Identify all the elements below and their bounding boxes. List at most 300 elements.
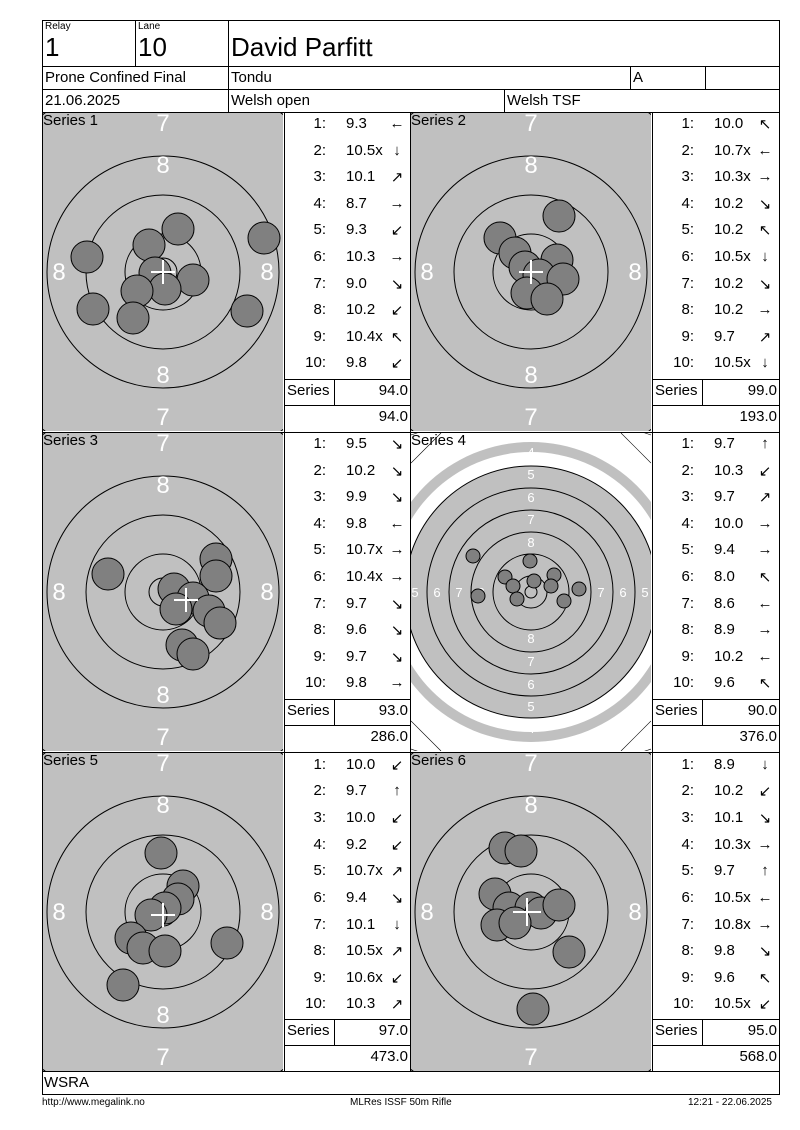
direction-arrow-icon: ← [389, 515, 405, 532]
grid-divider [652, 112, 653, 1072]
shot-hole [177, 264, 209, 296]
direction-arrow-icon: → [757, 916, 773, 933]
ring-label: 7 [524, 1044, 538, 1071]
direction-arrow-icon: ↙ [390, 222, 404, 239]
direction-arrow-icon: ↘ [390, 436, 404, 453]
shot-hole [77, 293, 109, 325]
shot-number: 5: [313, 862, 326, 879]
shot-number: 9: [313, 328, 326, 345]
shot-number: 7: [681, 275, 694, 292]
shot-number: 7: [681, 916, 694, 933]
shooter-name: David Parfitt [231, 32, 373, 62]
direction-arrow-icon: ↓ [761, 354, 769, 371]
shot-hole [71, 241, 103, 273]
footer-software: MLRes ISSF 50m Rifle [350, 1097, 452, 1108]
direction-arrow-icon: → [389, 568, 405, 585]
direction-arrow-icon: ↙ [758, 463, 772, 480]
ring-label: 7 [527, 654, 535, 669]
direction-arrow-icon: ↖ [758, 116, 772, 133]
direction-arrow-icon: ↙ [390, 757, 404, 774]
header-divider [705, 66, 706, 89]
shot-value: 9.4 [346, 889, 367, 906]
shot-value: 9.6 [714, 674, 735, 691]
relay-value: 1 [45, 32, 60, 62]
shot-number: 6: [313, 889, 326, 906]
footer-org: WSRA [44, 1074, 89, 1091]
shot-number: 5: [681, 862, 694, 879]
shot-number: 2: [681, 142, 694, 159]
shot-value: 10.5x [346, 942, 383, 959]
ring-label: 7 [527, 512, 535, 527]
series-total: 97.0 [378, 1022, 408, 1039]
ring-label: 8 [628, 259, 642, 286]
shot-value: 9.7 [714, 488, 735, 505]
direction-arrow-icon: ↖ [390, 329, 404, 346]
shot-number: 1: [313, 435, 326, 452]
shot-value: 9.7 [714, 328, 735, 345]
ring-label: 7 [156, 753, 170, 777]
direction-arrow-icon: ↘ [758, 943, 772, 960]
series-divider [284, 1019, 410, 1020]
shot-value: 10.4x [346, 328, 383, 345]
shot-number: 1: [681, 435, 694, 452]
shot-number: 9: [681, 328, 694, 345]
shot-value: 10.8x [714, 916, 751, 933]
shot-number: 3: [681, 168, 694, 185]
shot-value: 10.3x [714, 168, 751, 185]
series-total-label: Series [655, 1022, 698, 1039]
shot-number: 3: [313, 168, 326, 185]
shot-value: 9.7 [714, 435, 735, 452]
ring-label: 8 [156, 1002, 170, 1029]
footer-url: http://www.megalink.no [42, 1097, 145, 1108]
ring-label: 7 [156, 724, 170, 751]
direction-arrow-icon: → [757, 836, 773, 853]
shot-hole [527, 574, 541, 588]
shot-value: 10.4x [346, 568, 383, 585]
ring-label: 4 [527, 721, 535, 736]
shot-number: 5: [313, 221, 326, 238]
shot-hole [162, 213, 194, 245]
shot-value: 9.7 [346, 648, 367, 665]
ring-label: 8 [420, 899, 434, 926]
ring-label: 6 [619, 585, 627, 600]
footer-frame [42, 1071, 780, 1095]
ring-label: 8 [524, 152, 538, 179]
shot-value: 9.0 [346, 275, 367, 292]
shot-value: 9.3 [346, 221, 367, 238]
shot-hole [510, 592, 524, 606]
shot-number: 1: [681, 756, 694, 773]
direction-arrow-icon: ↓ [393, 142, 401, 159]
shot-value: 9.5 [346, 435, 367, 452]
shot-value: 10.1 [346, 168, 376, 185]
shot-hole [543, 200, 575, 232]
shot-number: 2: [681, 782, 694, 799]
ring-label: 8 [156, 682, 170, 709]
direction-arrow-icon: ↖ [758, 569, 772, 586]
shot-value: 10.1 [346, 916, 376, 933]
ring-label: 8 [628, 899, 642, 926]
shot-value: 9.2 [346, 836, 367, 853]
cumulative-total: 473.0 [370, 1048, 408, 1065]
grid-divider [284, 112, 285, 1072]
shot-value: 10.2 [714, 221, 744, 238]
class-value: A [633, 69, 644, 86]
shot-value: 9.8 [346, 515, 367, 532]
shot-number: 3: [313, 488, 326, 505]
shot-number: 5: [313, 541, 326, 558]
series-divider [652, 725, 780, 726]
shot-value: 10.2 [714, 275, 744, 292]
shot-number: 4: [681, 515, 694, 532]
event-name: Prone Confined Final [45, 69, 186, 86]
ring-label: 8 [527, 631, 535, 646]
target-series-1 [43, 113, 283, 431]
direction-arrow-icon: ↘ [758, 276, 772, 293]
ring-label: 8 [52, 579, 66, 606]
direction-arrow-icon: ↙ [390, 302, 404, 319]
direction-arrow-icon: ↙ [390, 355, 404, 372]
shot-value: 8.7 [346, 195, 367, 212]
series-total: 99.0 [747, 382, 777, 399]
shot-number: 9: [313, 969, 326, 986]
series-divider [284, 379, 410, 380]
ring-label: 8 [527, 535, 535, 550]
shot-value: 10.5x [714, 248, 751, 265]
series-title: Series 5 [43, 752, 99, 769]
direction-arrow-icon: ↑ [761, 862, 769, 879]
header-divider [135, 20, 136, 66]
direction-arrow-icon: ↓ [393, 916, 401, 933]
ring-label: 5 [527, 467, 535, 482]
shot-number: 6: [681, 248, 694, 265]
shot-number: 9: [313, 648, 326, 665]
ring-label: 8 [524, 362, 538, 389]
shot-value: 10.5x [346, 142, 383, 159]
ring-label: 7 [455, 585, 463, 600]
series-divider [652, 379, 780, 380]
direction-arrow-icon: ↙ [390, 837, 404, 854]
organizer-name: Welsh TSF [507, 92, 581, 109]
shot-value: 9.9 [346, 488, 367, 505]
direction-arrow-icon: → [757, 301, 773, 318]
direction-arrow-icon: ↘ [390, 463, 404, 480]
shot-hole [149, 935, 181, 967]
shot-number: 8: [313, 621, 326, 638]
shot-value: 10.3x [714, 836, 751, 853]
shot-number: 7: [681, 595, 694, 612]
shot-value: 10.2 [346, 462, 376, 479]
direction-arrow-icon: ↓ [761, 756, 769, 773]
shot-value: 8.9 [714, 621, 735, 638]
series-total: 90.0 [747, 702, 777, 719]
shot-value: 10.7x [346, 541, 383, 558]
shot-value: 9.8 [346, 354, 367, 371]
ring-label: 6 [433, 585, 441, 600]
ring-label: 7 [156, 1044, 170, 1071]
shot-number: 10: [305, 995, 326, 1012]
header-divider [42, 66, 780, 67]
shot-value: 9.8 [346, 674, 367, 691]
shot-hole [133, 229, 165, 261]
shot-value: 9.8 [714, 942, 735, 959]
series-title: Series 3 [43, 432, 99, 449]
shot-hole [231, 295, 263, 327]
shot-value: 9.6 [346, 621, 367, 638]
shot-number: 3: [313, 809, 326, 826]
lane-value: 10 [138, 32, 167, 62]
shot-number: 4: [681, 195, 694, 212]
shot-value: 10.6x [346, 969, 383, 986]
target-series-5 [43, 753, 283, 1071]
shot-hole [506, 579, 520, 593]
shot-value: 10.7x [346, 862, 383, 879]
header-divider [630, 66, 631, 89]
direction-arrow-icon: → [389, 541, 405, 558]
direction-arrow-icon: ↘ [390, 890, 404, 907]
shot-number: 4: [313, 195, 326, 212]
shot-hole [145, 837, 177, 869]
direction-arrow-icon: ↘ [390, 489, 404, 506]
shot-number: 4: [313, 515, 326, 532]
shot-hole [572, 582, 586, 596]
ring-label: 7 [156, 433, 170, 457]
direction-arrow-icon: ↗ [390, 943, 404, 960]
series-total-label: Series [287, 702, 330, 719]
ring-label: 6 [527, 490, 535, 505]
direction-arrow-icon: ↗ [390, 996, 404, 1013]
shot-value: 9.3 [346, 115, 367, 132]
direction-arrow-icon: → [757, 621, 773, 638]
target-series-6 [411, 753, 651, 1071]
series-total-label: Series [287, 382, 330, 399]
ring-label: 8 [156, 472, 170, 499]
direction-arrow-icon: ↘ [390, 596, 404, 613]
shot-hole [248, 222, 280, 254]
shot-number: 2: [681, 462, 694, 479]
direction-arrow-icon: ← [757, 648, 773, 665]
shot-number: 7: [313, 595, 326, 612]
header-divider [504, 89, 505, 113]
shot-number: 6: [681, 889, 694, 906]
shot-value: 8.6 [714, 595, 735, 612]
shot-number: 6: [313, 568, 326, 585]
shot-value: 10.7x [714, 142, 751, 159]
direction-arrow-icon: ↓ [761, 248, 769, 265]
series-total-label: Series [287, 1022, 330, 1039]
shot-hole [523, 554, 537, 568]
target-series-2 [411, 113, 651, 431]
shot-number: 9: [681, 648, 694, 665]
ring-label: 8 [260, 579, 274, 606]
direction-arrow-icon: ↘ [758, 196, 772, 213]
series-total-label: Series [655, 702, 698, 719]
direction-arrow-icon: → [389, 195, 405, 212]
series-title: Series 6 [411, 752, 467, 769]
shot-number: 5: [681, 541, 694, 558]
direction-arrow-icon: ↙ [390, 810, 404, 827]
ring-label: 5 [641, 585, 649, 600]
shot-number: 10: [305, 674, 326, 691]
direction-arrow-icon: → [389, 248, 405, 265]
direction-arrow-icon: ↗ [390, 863, 404, 880]
shot-number: 1: [681, 115, 694, 132]
direction-arrow-icon: → [389, 674, 405, 691]
ring-label: 8 [260, 259, 274, 286]
shot-value: 10.0 [346, 809, 376, 826]
shot-hole [543, 889, 575, 921]
direction-arrow-icon: ↙ [758, 783, 772, 800]
series-total: 95.0 [747, 1022, 777, 1039]
header-divider [228, 20, 229, 113]
direction-arrow-icon: ← [389, 115, 405, 132]
ring-label: 8 [156, 792, 170, 819]
series-title: Series 1 [43, 112, 99, 129]
direction-arrow-icon: ↘ [390, 276, 404, 293]
direction-arrow-icon: ↖ [758, 970, 772, 987]
date-value: 21.06.2025 [45, 92, 121, 109]
shot-value: 10.0 [346, 756, 376, 773]
shot-value: 10.5x [714, 889, 751, 906]
shot-value: 10.3 [714, 462, 744, 479]
direction-arrow-icon: ↘ [390, 622, 404, 639]
shot-value: 10.3 [346, 995, 376, 1012]
shot-number: 8: [313, 301, 326, 318]
direction-arrow-icon: ← [757, 142, 773, 159]
shot-hole [517, 993, 549, 1025]
shot-value: 10.1 [714, 809, 744, 826]
series-divider [652, 1045, 780, 1046]
ring-label: 6 [527, 677, 535, 692]
shot-hole [204, 607, 236, 639]
direction-arrow-icon: ↑ [761, 435, 769, 452]
shot-value: 9.7 [346, 595, 367, 612]
shot-value: 10.2 [714, 195, 744, 212]
shot-number: 4: [681, 836, 694, 853]
ring-label: 5 [411, 585, 419, 600]
relay-label: Relay [45, 21, 71, 32]
shot-number: 7: [313, 916, 326, 933]
shot-value: 10.2 [714, 782, 744, 799]
footer-timestamp: 12:21 - 22.06.2025 [688, 1097, 772, 1108]
series-divider [284, 405, 410, 406]
shot-value: 9.7 [714, 862, 735, 879]
shot-hole [466, 549, 480, 563]
cumulative-total: 568.0 [739, 1048, 777, 1065]
shot-hole [531, 283, 563, 315]
series-divider [284, 1045, 410, 1046]
shot-value: 10.3 [346, 248, 376, 265]
shot-hole [149, 273, 181, 305]
shot-number: 6: [313, 248, 326, 265]
series-divider [652, 405, 780, 406]
direction-arrow-icon: ↗ [758, 489, 772, 506]
direction-arrow-icon: ↘ [390, 649, 404, 666]
series-divider [652, 1019, 780, 1020]
shot-value: 10.2 [714, 301, 744, 318]
shot-value: 8.0 [714, 568, 735, 585]
shot-hole [117, 302, 149, 334]
shot-number: 2: [313, 462, 326, 479]
ring-label: 7 [156, 404, 170, 431]
ring-label: 4 [527, 445, 535, 460]
direction-arrow-icon: → [757, 541, 773, 558]
series-title: Series 4 [411, 432, 467, 449]
shot-hole [553, 936, 585, 968]
target-series-4 [411, 433, 651, 751]
series-title: Series 2 [411, 112, 467, 129]
ring-label: 8 [52, 259, 66, 286]
shot-number: 5: [681, 221, 694, 238]
shot-number: 10: [673, 995, 694, 1012]
shot-value: 10.0 [714, 515, 744, 532]
ring-label: 8 [156, 362, 170, 389]
shot-number: 7: [313, 275, 326, 292]
shot-hole [92, 558, 124, 590]
ring-label: 8 [52, 899, 66, 926]
series-total-label: Series [655, 382, 698, 399]
shot-value: 9.4 [714, 541, 735, 558]
direction-arrow-icon: ↙ [758, 996, 772, 1013]
ring-label: 7 [524, 113, 538, 137]
shot-number: 1: [313, 115, 326, 132]
direction-arrow-icon: → [757, 515, 773, 532]
shot-number: 10: [673, 674, 694, 691]
ring-label: 7 [597, 585, 605, 600]
shot-number: 8: [681, 942, 694, 959]
ring-label: 5 [527, 699, 535, 714]
ring-label: 8 [156, 152, 170, 179]
ring-label: 8 [260, 899, 274, 926]
shot-hole [471, 589, 485, 603]
ring-label: 7 [524, 404, 538, 431]
series-total: 94.0 [378, 382, 408, 399]
ring-label: 7 [156, 113, 170, 137]
direction-arrow-icon: ↘ [758, 810, 772, 827]
shot-hole [544, 579, 558, 593]
competition-name: Welsh open [231, 92, 310, 109]
ring-label: 7 [524, 753, 538, 777]
club-name: Tondu [231, 69, 272, 86]
shot-number: 10: [305, 354, 326, 371]
shot-value: 9.6 [714, 969, 735, 986]
shot-number: 1: [313, 756, 326, 773]
series-divider [284, 699, 410, 700]
shot-number: 8: [681, 301, 694, 318]
direction-arrow-icon: ↗ [390, 169, 404, 186]
shot-hole [177, 638, 209, 670]
direction-arrow-icon: ↖ [758, 675, 772, 692]
shot-value: 8.9 [714, 756, 735, 773]
lane-label: Lane [138, 21, 161, 32]
shot-hole [557, 594, 571, 608]
cumulative-total: 376.0 [739, 728, 777, 745]
shot-value: 10.0 [714, 115, 744, 132]
direction-arrow-icon: ← [757, 595, 773, 612]
shot-number: 9: [681, 969, 694, 986]
shot-number: 8: [313, 942, 326, 959]
shot-hole [160, 593, 192, 625]
shot-number: 6: [681, 568, 694, 585]
shot-hole [505, 835, 537, 867]
shot-number: 2: [313, 782, 326, 799]
shot-number: 8: [681, 621, 694, 638]
shot-number: 4: [313, 836, 326, 853]
shot-number: 3: [681, 488, 694, 505]
shot-number: 3: [681, 809, 694, 826]
shot-value: 10.5x [714, 995, 751, 1012]
